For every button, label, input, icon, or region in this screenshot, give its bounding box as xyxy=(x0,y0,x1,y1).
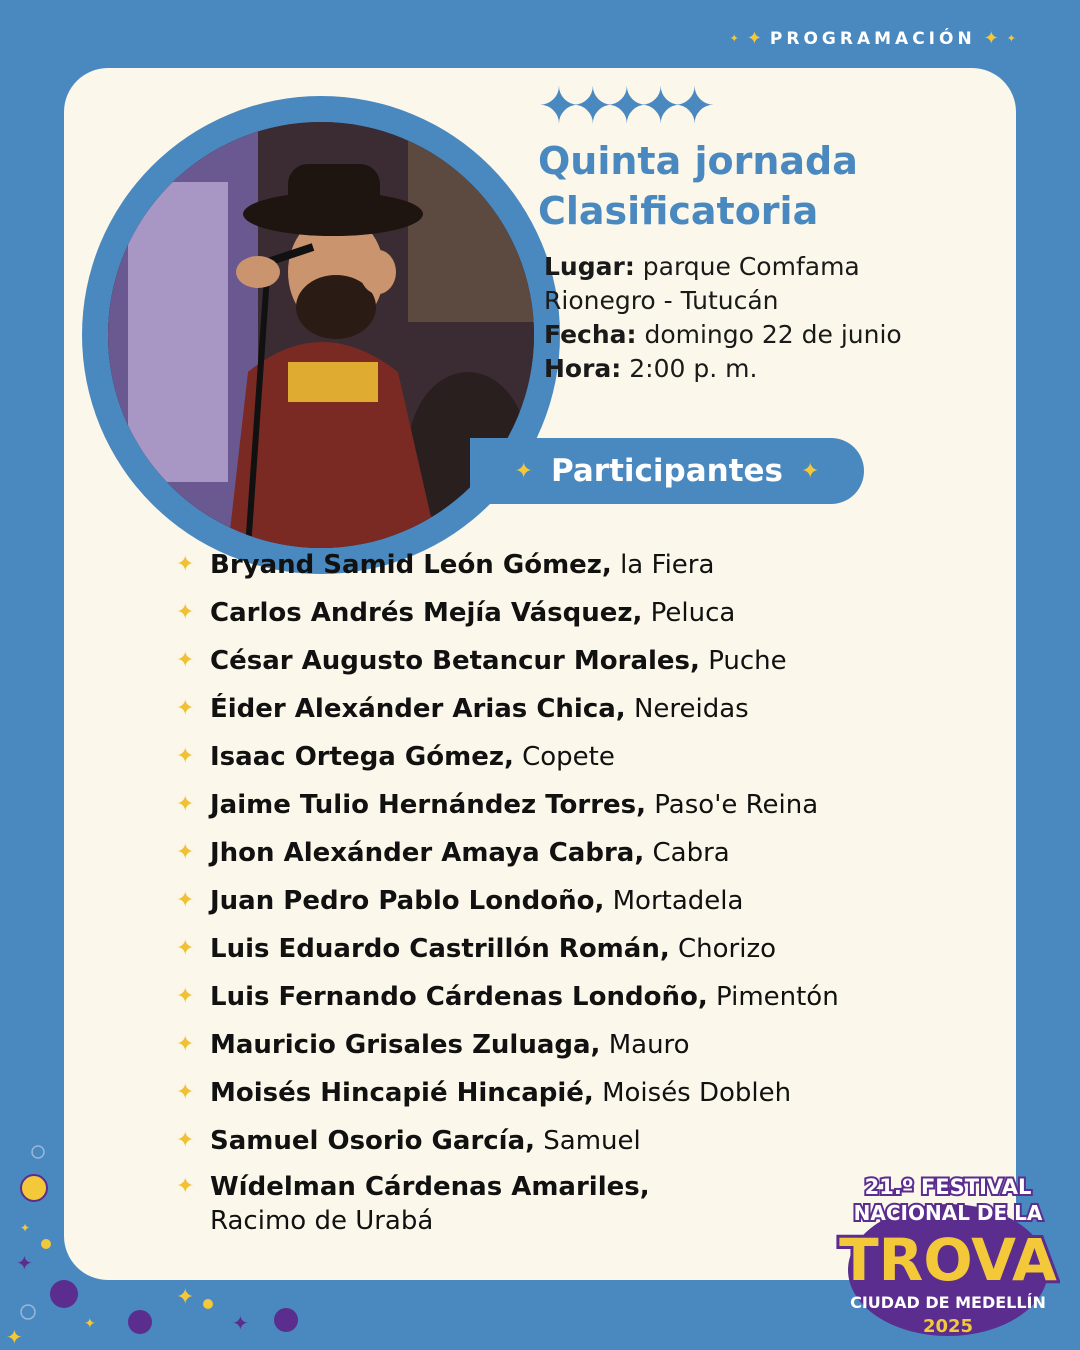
title-line-2: Clasificatoria xyxy=(538,189,819,233)
logo-line-2: NACIONAL DE LA xyxy=(853,1201,1043,1225)
participants-label: Participantes xyxy=(550,453,783,489)
fecha-label: Fecha: xyxy=(544,320,637,349)
list-item xyxy=(176,882,839,930)
event-info xyxy=(544,250,902,386)
participant-name: Moisés Hincapié Hincapié, xyxy=(210,1078,594,1108)
participant-name: Isaac Ortega Gómez, xyxy=(210,742,514,772)
participant-alias: Samuel xyxy=(543,1126,641,1156)
bullet-star-icon: ✦ xyxy=(176,648,195,673)
participant-name: Bryand Samid León Gómez, xyxy=(210,550,612,580)
fecha-value: domingo 22 de junio xyxy=(644,320,902,349)
participant-alias: Cabra xyxy=(652,838,730,868)
title-line-1: Quinta jornada xyxy=(538,139,858,183)
list-item xyxy=(176,738,839,786)
participant-alias: Chorizo xyxy=(677,934,776,964)
participant-alias: Puche xyxy=(708,646,787,676)
list-item xyxy=(176,642,839,690)
star-icon: ✦ xyxy=(538,77,580,135)
participant-name: Juan Pedro Pablo Londoño, xyxy=(210,886,605,916)
list-item xyxy=(176,834,839,882)
participant-alias: Nereidas xyxy=(633,694,749,724)
bullet-star-icon: ✦ xyxy=(176,744,195,769)
list-item xyxy=(176,978,839,1026)
list-item xyxy=(176,594,839,642)
participant-alias: la Fiera xyxy=(620,550,715,580)
star-icon: ✦ xyxy=(673,77,716,135)
bullet-star-icon: ✦ xyxy=(176,1128,195,1153)
sparkle-icon: ✦ xyxy=(729,32,739,45)
list-item xyxy=(176,690,839,738)
hora-label: Hora: xyxy=(544,354,622,383)
list-item xyxy=(176,1026,839,1074)
event-title xyxy=(538,136,858,236)
bullet-star-icon: ✦ xyxy=(176,984,195,1009)
festival-logo xyxy=(836,1168,1060,1344)
star-icon: ✦ xyxy=(605,77,648,135)
lugar-row xyxy=(544,250,902,284)
participant-name: César Augusto Betancur Morales, xyxy=(210,646,700,676)
bullet-star-icon: ✦ xyxy=(176,1032,195,1057)
participant-alias: Copete xyxy=(522,742,615,772)
participant-name: Luis Eduardo Castrillón Román, xyxy=(210,934,670,964)
bullet-star-icon: ✦ xyxy=(176,600,195,625)
svg-text:✦: ✦ xyxy=(84,1316,96,1332)
participant-alias: Mauro xyxy=(608,1030,690,1060)
festival-logo-graphic xyxy=(836,1168,1060,1344)
sparkle-icon: ✦ xyxy=(1006,32,1016,45)
bullet-star-icon: ✦ xyxy=(176,1080,195,1105)
participant-name: Carlos Andrés Mejía Vásquez, xyxy=(210,598,643,628)
participants-heading xyxy=(470,438,864,504)
svg-text:✦: ✦ xyxy=(20,1221,31,1235)
lugar-row-2: Rionegro - Tutucán xyxy=(544,286,779,315)
participant-name: Jaime Tulio Hernández Torres, xyxy=(210,790,647,820)
list-item xyxy=(176,930,839,978)
bullet-star-icon: ✦ xyxy=(176,840,195,865)
logo-line-3: TROVA xyxy=(839,1226,1057,1294)
bullet-star-icon: ✦ xyxy=(176,792,195,817)
participants-list xyxy=(176,546,839,1238)
participant-name: Éider Alexánder Arias Chica, xyxy=(210,694,626,724)
sparkle-icon: ✦ xyxy=(514,458,533,484)
svg-text:✦: ✦ xyxy=(176,1285,195,1310)
participant-name: Mauricio Grisales Zuluaga, xyxy=(210,1030,601,1060)
logo-line-1: 21.º FESTIVAL xyxy=(864,1175,1032,1199)
rating-stars xyxy=(538,77,716,135)
participant-alias: Pimentón xyxy=(715,982,839,1012)
participant-alias: Peluca xyxy=(650,598,736,628)
bullet-star-icon: ✦ xyxy=(176,936,195,961)
star-icon: ✦ xyxy=(639,77,682,135)
participant-name: Wídelman Cárdenas Amariles, xyxy=(210,1172,650,1202)
svg-text:✦: ✦ xyxy=(6,1325,23,1349)
sparkle-icon: ✦ xyxy=(746,28,762,49)
fecha-row xyxy=(544,318,902,352)
sparkle-icon: ✦ xyxy=(983,28,999,49)
confetti-decoration xyxy=(0,1140,320,1350)
participant-alias: Paso'e Reina xyxy=(654,790,819,820)
participant-alias: Mortadela xyxy=(612,886,744,916)
list-item xyxy=(176,786,839,834)
logo-line-5: 2025 xyxy=(922,1316,974,1337)
header-label xyxy=(730,28,1016,49)
bullet-star-icon: ✦ xyxy=(176,552,195,577)
logo-line-4: CIUDAD DE MEDELLÍN xyxy=(850,1293,1046,1312)
header-text: PROGRAMACIÓN xyxy=(769,28,976,49)
participant-alias: Racimo de Urabá xyxy=(210,1206,434,1236)
svg-text:✦: ✦ xyxy=(16,1251,33,1275)
participant-name: Samuel Osorio García, xyxy=(210,1126,536,1156)
list-item xyxy=(176,1074,839,1122)
lugar-value: parque Comfama xyxy=(642,252,860,281)
star-icon: ✦ xyxy=(571,77,614,135)
svg-text:✦: ✦ xyxy=(232,1311,249,1335)
sparkle-icon: ✦ xyxy=(801,458,820,484)
participant-alias: Moisés Dobleh xyxy=(602,1078,792,1108)
participant-name: Luis Fernando Cárdenas Londoño, xyxy=(210,982,708,1012)
hora-value: 2:00 p. m. xyxy=(629,354,758,383)
lugar-label: Lugar: xyxy=(544,252,635,281)
bullet-star-icon: ✦ xyxy=(176,1174,195,1199)
bullet-star-icon: ✦ xyxy=(176,696,195,721)
hora-row xyxy=(544,352,902,386)
list-item xyxy=(176,546,839,594)
participant-name: Jhon Alexánder Amaya Cabra, xyxy=(210,838,645,868)
bullet-star-icon: ✦ xyxy=(176,888,195,913)
